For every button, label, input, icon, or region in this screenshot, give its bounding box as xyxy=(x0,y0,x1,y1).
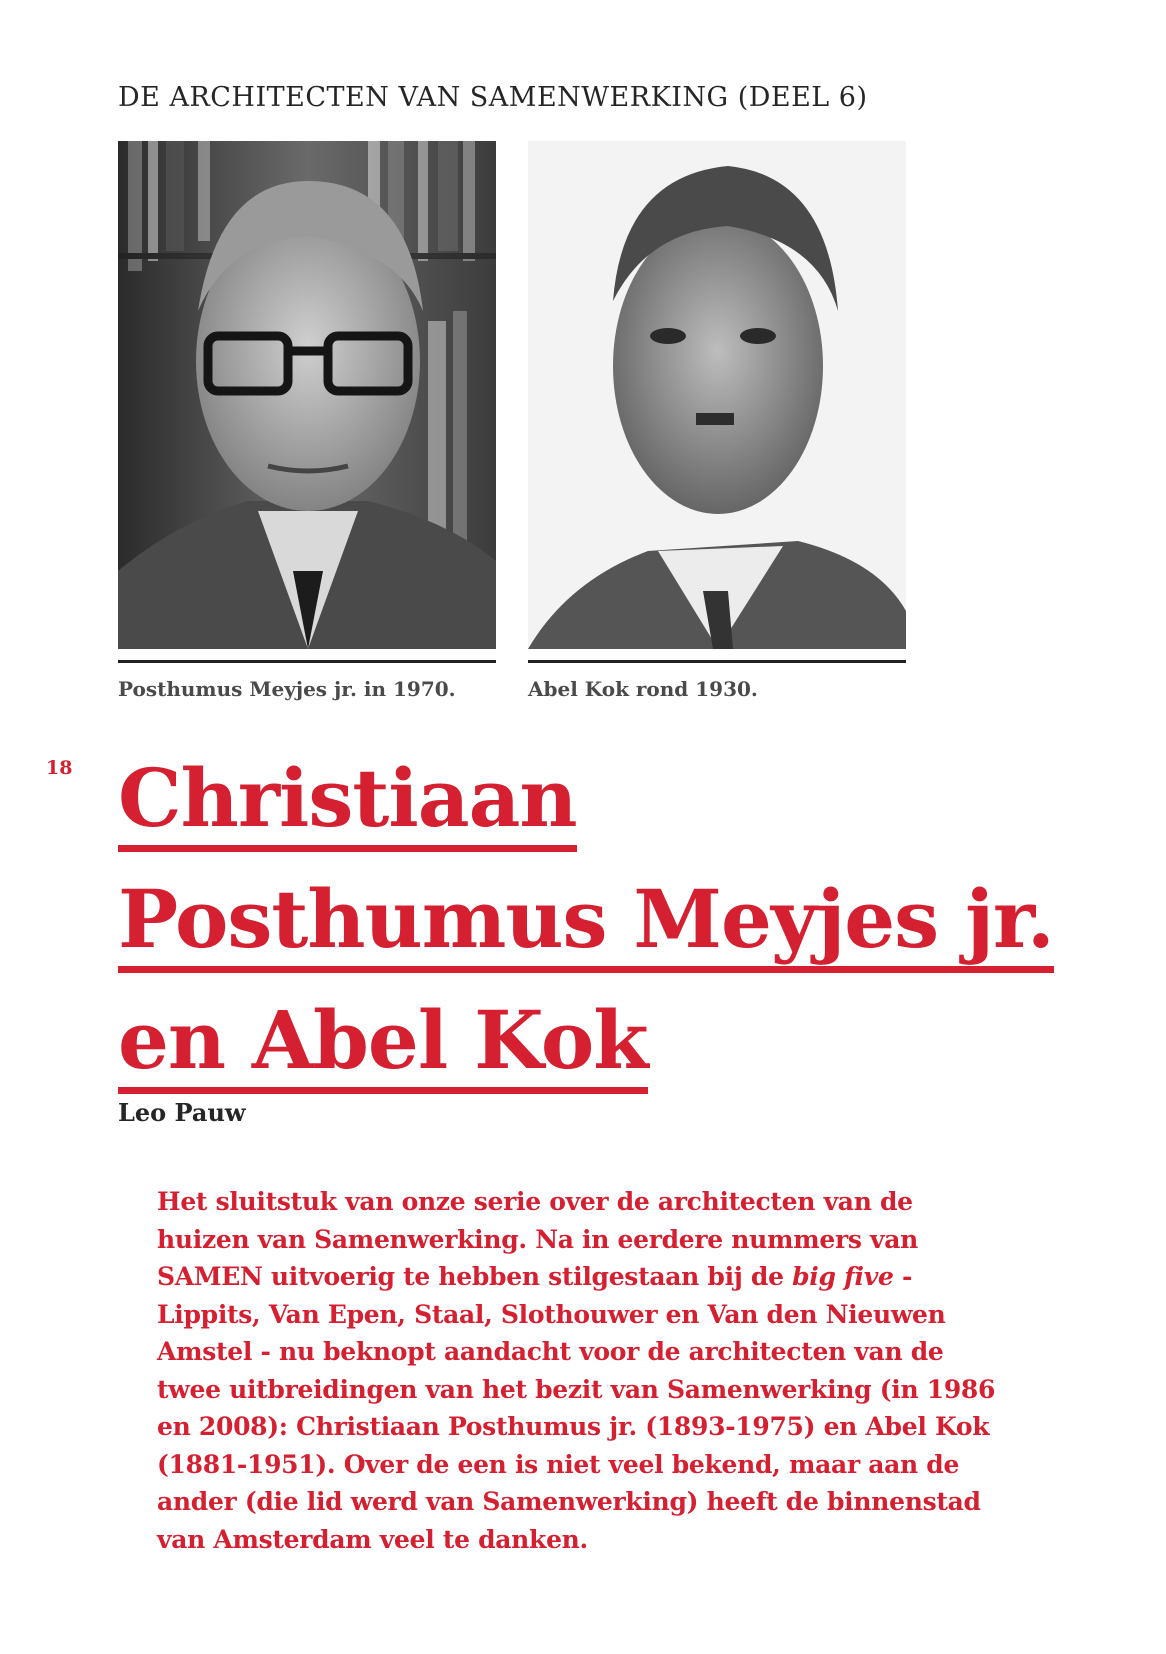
photo-caption-right: Abel Kok rond 1930. xyxy=(528,677,758,701)
title-line-2: Posthumus Meyjes jr. xyxy=(118,872,1054,973)
series-kicker: DE ARCHITECTEN VAN SAMENWERKING (DEEL 6) xyxy=(118,82,868,113)
caption-rule-right xyxy=(528,660,906,663)
photo-posthumus-meyjes xyxy=(118,141,496,649)
portrait-image xyxy=(528,141,906,649)
page-number: 18 xyxy=(46,757,73,779)
article-title xyxy=(118,744,1054,1107)
title-line-3: en Abel Kok xyxy=(118,993,648,1094)
title-line-1: Christiaan xyxy=(118,751,577,852)
article-lead xyxy=(157,1183,1007,1558)
photo-caption-left: Posthumus Meyjes jr. in 1970. xyxy=(118,677,456,701)
photo-abel-kok xyxy=(528,141,906,649)
lead-emphasis: big five xyxy=(792,1262,894,1291)
caption-rule-left xyxy=(118,660,496,663)
lead-text-part1: Het sluitstuk van onze serie over de architecten van de huizen van Samenwerking. Na in eerdere nummers van SAMEN uitvoerig te hebben stilgestaan bij de xyxy=(157,1187,919,1291)
lead-text-part2: - Lippits, Van Epen, Staal, Slothouwer en Van den Nieuwen Amstel - nu beknopt aandacht voor de architecten van de twee uitbreidingen van het bezit van Samenwerking (in 1986 en 2008): Christiaan Posthumus jr. (1893-1975) en Abel Kok (1881-1951). Over de een is niet veel bekend, maar aan de ander (die lid werd van Samenwerking) heeft de binnenstad van Amsterdam veel te danken. xyxy=(157,1262,996,1554)
article-author: Leo Pauw xyxy=(118,1098,246,1127)
portrait-image xyxy=(118,141,496,649)
